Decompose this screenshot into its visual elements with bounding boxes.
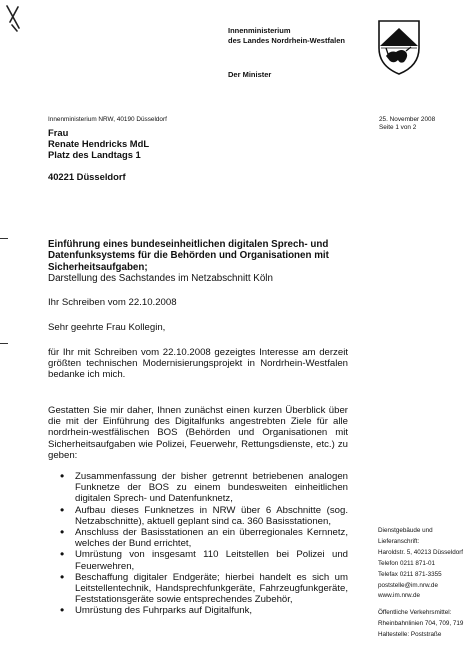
reference-line: Ihr Schreiben vom 22.10.2008	[48, 297, 177, 308]
subject-line	[48, 239, 343, 284]
fold-mark-top	[0, 238, 8, 239]
list-item: • Anschluss der Basisstationen an ein überregionales Kernnetz, welches der Bund errichtet,	[60, 527, 348, 549]
list-item: • Umrüstung des Fuhrparks auf Digitalfunk,	[60, 605, 348, 616]
sidebar-line: Haroldstr. 5, 40213 Düsseldorf	[378, 548, 464, 556]
sidebar-line: Öffentliche Verkehrsmittel:	[378, 609, 452, 617]
ministry-name	[228, 26, 345, 46]
staple-mark-icon	[4, 4, 24, 32]
recipient-address	[48, 127, 149, 182]
goals-list	[60, 471, 348, 617]
subject-title: Einführung eines bundeseinheitlichen digitalen Sprech- und Datenfunksystems für die Behörden und Organisationen mit Sicherheitsaufgaben;	[48, 239, 329, 273]
list-item: • Umrüstung von insgesamt 110 Leitstellen bei Polizei und Feuerwehren,	[60, 549, 348, 571]
website-link[interactable]: www.im.nrw.de	[378, 592, 420, 600]
return-address: Innenministerium NRW, 40190 Düsseldorf	[48, 116, 167, 123]
letter-date: 25. November 2008	[379, 116, 436, 123]
fold-mark-middle	[0, 343, 8, 344]
nrw-coat-of-arms-icon	[376, 18, 422, 76]
ministry-line-1: Innenministerium	[228, 26, 291, 35]
list-item: • Beschaffung digitaler Endgeräte; hierbei handelt es sich um Leitstellentechnik, Handsprechfunkgeräte, Fahrzeugfunkgeräte, Feststationsgeräte sowie entsprechendes Zubehör,	[60, 572, 348, 606]
sidebar-line: Rheinbahnlinien 704, 709, 719	[378, 620, 464, 628]
sidebar-line: Telefax 0211 871-3355	[378, 570, 442, 578]
sidebar-line: Lieferanschrift:	[378, 537, 420, 545]
recipient-salutation: Frau	[48, 127, 69, 138]
sidebar-line: Telefon 0211 871-01	[378, 559, 435, 567]
date-block	[379, 116, 435, 132]
greeting: Sehr geehrte Frau Kollegin,	[48, 322, 166, 333]
sender-role: Der Minister	[228, 70, 272, 79]
email-link[interactable]: poststelle@im.nrw.de	[378, 581, 438, 589]
recipient-street: Platz des Landtags 1	[48, 149, 141, 160]
sidebar-contact	[378, 526, 470, 641]
paragraph-overview: Gestatten Sie mir daher, Ihnen zunächst einen kurzen Überblick über die mit der Einführung des Digitalfunks angestrebten Ziele für alle nordrhein-westfälischen BOS (Behörden und Organisationen mit Sicherheitsaufgaben wie Polizei, Feuerwehr, Rettungsdienste, etc.) zu geben:	[48, 405, 348, 461]
subject-detail: Darstellung des Sachstandes im Netzabschnitt Köln	[48, 272, 273, 284]
sidebar-line: Haltestelle: Poststraße	[378, 631, 442, 639]
list-item: • Aufbau dieses Funknetzes in NRW über 6 Abschnitte (sog. Netzabschnitte), aktuell geplant sind ca. 360 Basisstationen,	[60, 505, 348, 527]
recipient-city: 40221 Düsseldorf	[48, 171, 126, 182]
page-number: Seite 1 von 2	[379, 124, 417, 131]
recipient-name: Renate Hendricks MdL	[48, 138, 150, 149]
paragraph-thanks: für Ihr mit Schreiben vom 22.10.2008 gezeigtes Interesse am derzeit größten technischen Modernisierungsprojekt in Nordrhein-Westfalen bedanke ich mich.	[48, 347, 348, 381]
list-item: • Zusammenfassung der bisher getrennt betriebenen analogen Funknetze der BOS zu einem bundesweiten einheitlichen digitalen Sprech- und Datenfunknetz,	[60, 471, 348, 505]
ministry-line-2: des Landes Nordrhein-Westfalen	[228, 36, 345, 45]
sidebar-line: Dienstgebäude und	[378, 527, 433, 534]
